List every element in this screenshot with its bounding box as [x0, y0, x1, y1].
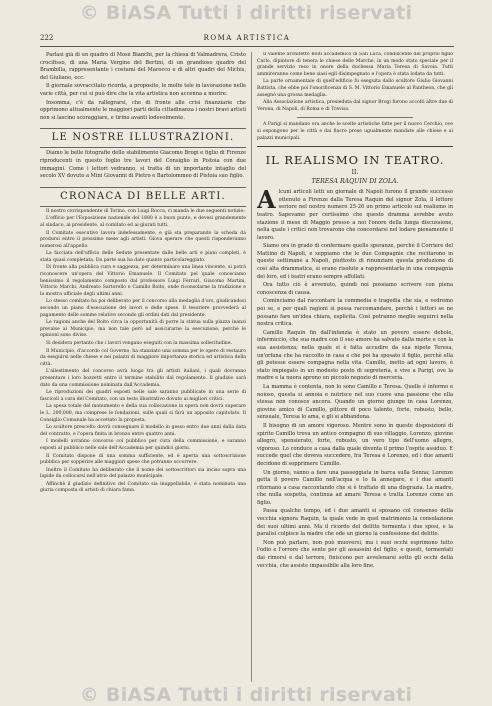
paragraph: Il Municipio, d'accordo col Governo, ha stanziato una somma per le opere di restauro da eseguirsi nelle chiese e nei palazzi di maggiore importanza storica ed artistica della città.: [40, 348, 246, 367]
section-title-cronaca: CRONACA DI BELLE ARTI.: [40, 187, 246, 207]
running-title: ROMA ARTISTICA: [203, 34, 291, 42]
left-column: [40, 52, 246, 496]
paragraph: Alla Associazione artistica, presieduta dal signor Brogi furono accolti altre due di Verona, di Napoli, di Roma e di Treviso.: [257, 100, 453, 112]
paragraph: Le riproduzioni dei quadri esposti nelle sale saranno pubblicate in una serie di fascicoli a cura del Comitato, con un testo illustrativo dovuto ai migliori critici.: [40, 390, 246, 402]
paragraph: L'allestimento del concorso avrà luogo tra gli artisti italiani, i quali dovranno presentare i loro bozzetti entro il termine stabilito dal regolamento. Il giudizio sarà dato da una commissione nominata dall'Accademia.: [40, 369, 246, 388]
paragraph: Il Comitato dispone di una somma sufficiente, ed è aperta una sottoscrizione pubblica per sopperire alle maggiori spese che potranno occorrere.: [40, 453, 246, 466]
paragraph: Siamo ora in grado di confermare quelle speranze, perchè il Corriere del Mattino di Napoli, e seppiamo che le due Compagnie che recitarono in queste settimane a Napoli, piuttosto di rinunziare questa produzione di così alta drammatica, si erano risolute a rappresentarla in una compagnia dei loro, ed i teatri erano sempre affollati.: [257, 243, 453, 280]
paragraph: Passa qualche tempo, ed i due amanti si sposano col consenso della vecchia signora Raquin, la quale vede in quel matrimonio la consolazione dei suoi ultimi anni. Ma il ricordo del delitto tormenta i due sposi, e la paralisi colpisce la madre che ode un giorno la confessione del delitto.: [257, 508, 453, 538]
paragraph: L'officio per l'Esposizione nazionale del 1880 è a buon punto, e devesi grandemente al sindaco, al presidente, al comitato ed ai giurati tutti.: [40, 216, 246, 228]
paragraph: Inoltre il Comitato ha deliberato che il nome dei sottoscrittori sia inciso sopra una lapide da collocarsi nell'atrio del palazzo municipale.: [40, 467, 246, 480]
article-subtitle: TERESA RAQUIN DI ZOLA.: [311, 178, 399, 186]
article-title: IL REALISMO IN TEATRO.: [257, 146, 453, 167]
paragraph-text: lcuni articoli letti un giornale di Napoli furono il grande successo ottenuto a Firenze dalla Teresa Raquin del signor Zola, il lettore seriore nel nostro numero 25-26 un primo articolo sul realismo in teatro. Sapevamo per certissimo che questo dramma avrebbe avuto stazione il mese di Maggio presso a noi l'onore della lunga discussione, nella quale i critici non trovarono che concordarsi nel lodare pienamente il lavoro.: [257, 189, 453, 241]
paragraph: Si desidera pertanto che i lavori vengano eseguiti con la massima sollecitudine.: [46, 341, 232, 346]
paragraph: Cominciamo dal raccontare la commedia o tragedia che sia, e vedremo poi se, e per quali ragioni si possa raccomandare, perchè i lettori se ne possano fare un'idea chiara, esplicita. Così potranno meglio seguirci nella nostra critica.: [257, 298, 453, 328]
paragraph: Non può parlare, non può muoversi, ma i suoi occhi esprimono tutto l'odio e l'orrore che sente per gli assassini del figlio, e questi, tormentati dai rimorsi e dal terrore, finiscono per avvelenarsi sotto gli occhi della vecchia, che assiste impassibile alla loro fine.: [257, 539, 453, 569]
paragraph: Di fronte alla pubblica cura e saggezza, per determinare una linea vincente, si potrà riconoscere un'opera del Vittorio Emanuele. Il Comitato pel quale conosciamo benissimo il regolamento composto dal professore Luigi Ferrari, Giacomo Martini, Vittorio Marchi, Andreato Sartorello e Camillo Boito, onde riconsolarne la tradizione e la mostra ufficiale degli ultimi anni.: [40, 265, 246, 297]
paragraph: La spesa totale del monumento e della sua collocazione in opera non dovrà superare le L. 200,000, ma comprese le fondazioni, sulle quali si farà un apposito capitolato. Il Consiglio Comunale ha accettato la proposta.: [40, 404, 246, 423]
paragraph: Lo scultore prescelto dovrà consegnare il modello in gesso entro due anni dalla data del contratto, e l'opera finita in bronzo entro quattro anni.: [40, 425, 246, 437]
paragraph: Lo stesso comitato ha poi deliberato per il concorso alla medaglia d'oro, giudicandosi secondo un piano d'esecuzione dei lavori e delle spese. Il tesoriere provvederà al pagamento delle somme relative secondo gli ordini dati dal presidente.: [40, 299, 246, 318]
paragraph: Ora tutto ciò è avvenuto, quindi noi possiamo scrivere con piena conoscenza di causa.: [257, 282, 453, 296]
paragraph: [257, 185, 453, 242]
paragraph: Insomma, c'è da rallegrarsi, che di fronte alle crisi finanziarie che opprimono attualmente le maggiori parti della cittadinanza i nostri bravi artisti non si lascino scoraggiare, e tirino avanti lodevolmente.: [40, 99, 246, 121]
right-column: [257, 52, 453, 571]
paragraph: Affinchè il giudizio definitivo del Comitato sia inappellabile, è stata nominata una giuria composta di artisti di chiara fama.: [40, 481, 246, 494]
section-title-illustrations: LE NOSTRE ILLUSTRAZIONI.: [40, 128, 246, 148]
page-number: 222: [40, 34, 54, 42]
paragraph: Le ragioni anche del Boito circa la opportunità di porre la statua sulla piazza inanzi prevalse al Municipio, ma non tale però ad assicurarne la esecuzione, perchè le opinioni sono divise.: [40, 320, 246, 339]
watermark-top: © BiASA Tutti i diritti riservati: [79, 2, 413, 24]
paragraph: Camillo Raquin fin dall'infanzia è stato un povero essere debole, infermiccio, che sua madre con il suo amore ha salvato dalla morte e con la sua assistenza; nella quale si è fatta accudire da sua nipote Teresa, un'orfana che ha raccolto in casa e che poi ha sposato il figlio, perchè ella gli potesse essere compagna nella vita. Camillo, inetto ad ogni lavoro, è stato impiegato in un modesto posto di segreteria, e vive a Parigi, ove la madre e la nuora aprono un piccolo negozio di merceria.: [257, 329, 453, 382]
paragraph: Diamo le belle fotografie dello stabilimento Giacomo Brogi e figlio di Firenze riproducenti in questo foglio tre lavori del Consiglio in Pistoia con due immagini. Come i lettori vedranno, si tratta di un importante intaglio del secolo XV dovuto a Mini Giovanni di Pietro e Bartolommeo di Pistoia suo figlio.: [40, 150, 246, 180]
article-part-number: II.: [351, 169, 359, 177]
paragraph: Il giornale sovraccitato ricorda, a proposito, le molte tele in lavorazione nelle varie città, per cui si può dire che la vita artistica non accenna a morire.: [40, 83, 246, 97]
watermark-bottom: © BiASA Tutti i diritti riservati: [79, 684, 413, 706]
paragraph: Parlasi già di un quadro di Mosè Bianchi, per la chiesa di Valmadrera, Cristo crocifisso, di una Maria Vergine del Bertini, di un grandioso quadro del Brambilla, rappresentante i costumi del Marocco e di altri quadri del Michis, del Giuliano, ecc.: [40, 52, 246, 81]
paragraph: Il Comitato esecutivo lavora indefessamente, e già sta preparando la scheda da prodursi entro il prossimo mese agli artisti. Giova sperare che questi risponderanno numerosi all'appello.: [40, 230, 246, 249]
paragraph: La facciata dell'ufficio delle Sedute presentate dalle belle arti e piani completi, è stata quasi completata. Da parte sua ha dato quanto particolareggiato.: [40, 251, 246, 263]
paragraph: La mamma è contenta, non lo sono Camillo e Teresa. Quelle è infermo e noioso, questa si annoia e nutrisce nel suo cuore una passione che ella stessa non conosce ancora. Quando un giorno giunge in casa Lorenzo, giovine amico di Camillo, pittore di poco talento, forte, robusto, bello, sensuale, Teresa lo ama, e gli si abbandona.: [257, 383, 453, 421]
paragraph: Il nostro corrispondente di Torino, con Luigi Rocca, ci manda le due seguenti notizie:: [46, 208, 245, 214]
cronaca-body: [40, 209, 246, 495]
paragraph: Il bisogno di un amore vigoroso. Mentre sono in queste disposizioni di spirito Camillo trova un antico compagno di suo villaggio, Lorenzo, giovine allegro, spensierato, forte, robusto, un vero tipo dell'uomo allegro, vigoroso. Lo conduce a casa dalla quale diventa il primo l'ospite assiduo. E succede quel che doveva succedere, fra Teresa e Lorenzo, ed i due amanti decidono di sopprimere Camillo.: [257, 422, 453, 467]
running-header: [40, 34, 454, 47]
paragraph: I modelli avranno concorso col pubblico per cura della commissione, e saranno esposti al pubblico nelle sale dell'Accademia per quindici giorni.: [40, 439, 246, 451]
column-divider: [251, 52, 252, 682]
news-notes: [257, 52, 453, 142]
paragraph: La parte ornamentale di quell'edificio fu eseguita dallo scultore Giulio Giovanni Battista, che ebbe poi l'onorificenza di S. M. Vittorio Emanuele al Pantheon, che gli assegnò una grossa medaglia.: [257, 79, 453, 98]
paragraph: Un giorno, vanno a fare una passeggiata in barca sulla Senna; Lorenzo getta il povero Camillo nell'acqua e lo fa annegare, e i due amanti ritornano a casa raccontando che si è trattato di una disgrazia. La madre, che nulla sospetta, continua ad amare Teresa e tratta Lorenzo come un figlio.: [257, 469, 453, 506]
paragraph: Il valente architetto Boiti accademico di San Luca, condiscente del proprio figlio Carlo, dipintore di tenera le chiese delle Marche, in un modo stato speciale per il grande servizio reso in onore della duchessa Maria Teresa di Savoia. Tutti ammireranno come bene siasi egli disimpegnato e l'opera è stata lodata da tutti.: [257, 52, 453, 77]
separator: [297, 117, 413, 118]
paragraph: A Parigi si mandano ora anche le scelte artistiche fatte per il nuovo Cerchio, ove si espongono per le città e dai fiacre prese ugualmente mandate alle chiese e ai palazzi municipali.: [257, 122, 453, 141]
drop-cap: A: [257, 185, 276, 215]
